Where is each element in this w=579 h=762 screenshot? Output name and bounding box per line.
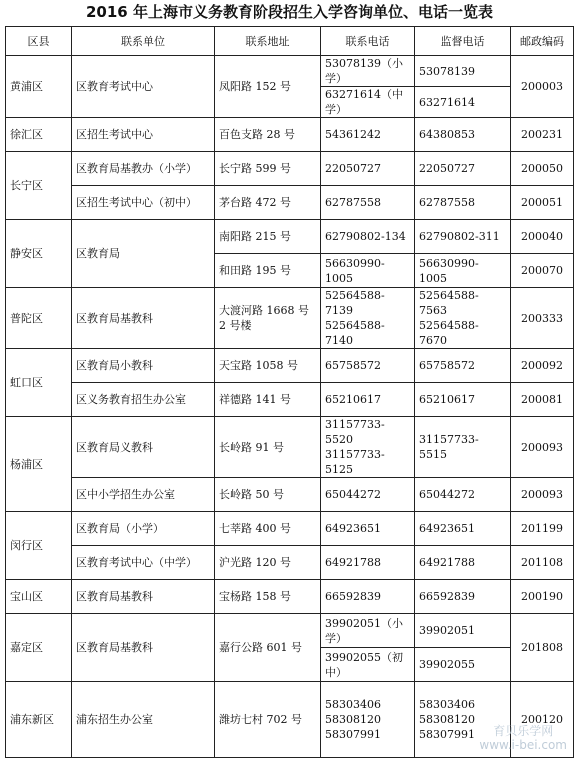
address-cell: 宝杨路 158 号	[215, 580, 321, 614]
supervision-phone-cell: 39902051	[415, 614, 511, 648]
supervision-phone-line: 52564588-7670	[419, 319, 479, 347]
address-line: 大渡河路 1668 号	[219, 304, 309, 317]
unit-cell: 区教育局基教科	[72, 614, 215, 682]
zip-cell: 201199	[511, 512, 574, 546]
phone-cell: 64923651	[321, 512, 415, 546]
unit-cell: 区义务教育招生办公室	[72, 383, 215, 417]
zip-cell: 200081	[511, 383, 574, 417]
address-cell: 和田路 195 号	[215, 254, 321, 288]
phone-line: 31157733-5520	[325, 418, 385, 446]
unit-cell: 区招生考试中心	[72, 118, 215, 152]
supervision-phone-cell	[415, 288, 511, 349]
phone-line: 52564588-7140	[325, 319, 385, 347]
header-zip: 邮政编码	[511, 27, 574, 56]
unit-cell: 区教育局	[72, 220, 215, 288]
address-cell: 南阳路 215 号	[215, 220, 321, 254]
unit-cell: 区教育局基教办（小学）	[72, 152, 215, 186]
zip-cell: 200070	[511, 254, 574, 288]
phone-cell: 62787558	[321, 186, 415, 220]
zip-cell: 201108	[511, 546, 574, 580]
address-cell: 七莘路 400 号	[215, 512, 321, 546]
table-row	[6, 186, 574, 220]
zip-cell: 200093	[511, 417, 574, 478]
unit-cell: 区教育局小教科	[72, 349, 215, 383]
supervision-phone-cell: 56630990-1005	[415, 254, 511, 288]
unit-cell: 区教育考试中心（中学）	[72, 546, 215, 580]
phone-cell: 65210617	[321, 383, 415, 417]
phone-line: 31157733-5125	[325, 448, 385, 476]
header-district: 区县	[6, 27, 72, 56]
zip-cell: 200051	[511, 186, 574, 220]
table-row	[6, 580, 574, 614]
zip-cell: 200231	[511, 118, 574, 152]
address-cell: 长岭路 91 号	[215, 417, 321, 478]
address-line: 2 号楼	[219, 319, 252, 332]
table-header-row	[6, 27, 574, 56]
phone-cell: 22050727	[321, 152, 415, 186]
address-cell: 百色支路 28 号	[215, 118, 321, 152]
header-supervision-phone: 监督电话	[415, 27, 511, 56]
address-cell: 嘉行公路 601 号	[215, 614, 321, 682]
district-cell: 宝山区	[6, 580, 72, 614]
table-row	[6, 349, 574, 383]
unit-cell: 区教育局（小学）	[72, 512, 215, 546]
zip-cell: 201808	[511, 614, 574, 682]
watermark-line: www.i-bei.com	[479, 738, 567, 752]
zip-cell: 200333	[511, 288, 574, 349]
phone-cell	[321, 682, 415, 758]
table-row	[6, 417, 574, 478]
phone-cell	[321, 288, 415, 349]
supervision-phone-cell: 65210617	[415, 383, 511, 417]
unit-cell: 区中小学招生办公室	[72, 478, 215, 512]
phone-cell: 64921788	[321, 546, 415, 580]
phone-line: 52564588-7139	[325, 289, 385, 317]
supervision-phone-cell: 53078139	[415, 56, 511, 87]
district-cell: 浦东新区	[6, 682, 72, 758]
table-row	[6, 288, 574, 349]
supervision-phone-cell: 66592839	[415, 580, 511, 614]
zip-cell: 200190	[511, 580, 574, 614]
table-row	[6, 220, 574, 254]
watermark	[479, 724, 567, 752]
supervision-phone-line: 58303406	[419, 698, 475, 711]
district-cell: 虹口区	[6, 349, 72, 417]
zip-cell: 200092	[511, 349, 574, 383]
zip-cell: 200050	[511, 152, 574, 186]
address-cell: 沪光路 120 号	[215, 546, 321, 580]
phone-cell: 65044272	[321, 478, 415, 512]
supervision-phone-cell: 65044272	[415, 478, 511, 512]
phone-line: 58307991	[325, 728, 381, 741]
address-cell: 祥德路 141 号	[215, 383, 321, 417]
enrollment-contact-table	[5, 26, 574, 758]
district-cell: 杨浦区	[6, 417, 72, 512]
address-cell: 凤阳路 152 号	[215, 56, 321, 118]
district-cell: 黄浦区	[6, 56, 72, 118]
supervision-phone-cell: 62790802-311	[415, 220, 511, 254]
supervision-phone-cell: 64923651	[415, 512, 511, 546]
supervision-phone-cell: 22050727	[415, 152, 511, 186]
unit-cell: 浦东招生办公室	[72, 682, 215, 758]
table-row	[6, 546, 574, 580]
zip-cell: 200093	[511, 478, 574, 512]
supervision-phone-cell: 62787558	[415, 186, 511, 220]
zip-cell: 200003	[511, 56, 574, 118]
supervision-phone-line: 58308120	[419, 713, 475, 726]
table-row	[6, 56, 574, 87]
address-cell	[215, 288, 321, 349]
supervision-phone-line: 52564588-7563	[419, 289, 479, 317]
supervision-phone-cell: 63271614	[415, 87, 511, 118]
supervision-phone-line: 58307991	[419, 728, 475, 741]
phone-cell: 53078139（小学）	[321, 56, 415, 87]
address-cell: 天宝路 1058 号	[215, 349, 321, 383]
table-row	[6, 118, 574, 152]
table-row	[6, 152, 574, 186]
supervision-phone-cell: 64921788	[415, 546, 511, 580]
district-cell: 徐汇区	[6, 118, 72, 152]
unit-cell: 区教育局义教科	[72, 417, 215, 478]
supervision-phone-cell: 65758572	[415, 349, 511, 383]
page-title: 2016 年上海市义务教育阶段招生入学咨询单位、电话一览表	[86, 3, 493, 21]
header-address: 联系地址	[215, 27, 321, 56]
district-cell: 普陀区	[6, 288, 72, 349]
address-cell: 茅台路 472 号	[215, 186, 321, 220]
phone-line: 58303406	[325, 698, 381, 711]
district-cell: 闵行区	[6, 512, 72, 580]
phone-cell: 56630990-1005	[321, 254, 415, 288]
unit-cell: 区教育局基教科	[72, 288, 215, 349]
district-cell: 长宁区	[6, 152, 72, 220]
unit-cell: 区招生考试中心（初中）	[72, 186, 215, 220]
phone-cell: 66592839	[321, 580, 415, 614]
phone-line: 58308120	[325, 713, 381, 726]
table-row	[6, 478, 574, 512]
address-cell: 长宁路 599 号	[215, 152, 321, 186]
phone-cell: 65758572	[321, 349, 415, 383]
address-cell: 潍坊七村 702 号	[215, 682, 321, 758]
phone-cell: 54361242	[321, 118, 415, 152]
phone-cell: 39902051（小学）	[321, 614, 415, 648]
zip-cell: 200120	[511, 682, 574, 758]
table-row	[6, 614, 574, 648]
unit-cell: 区教育考试中心	[72, 56, 215, 118]
header-phone: 联系电话	[321, 27, 415, 56]
address-cell: 长岭路 50 号	[215, 478, 321, 512]
header-unit: 联系单位	[72, 27, 215, 56]
phone-cell: 63271614（中学）	[321, 87, 415, 118]
phone-cell: 62790802-134	[321, 220, 415, 254]
district-cell: 静安区	[6, 220, 72, 288]
district-cell: 嘉定区	[6, 614, 72, 682]
table-row	[6, 383, 574, 417]
supervision-phone-cell: 31157733-5515	[415, 417, 511, 478]
supervision-phone-cell: 64380853	[415, 118, 511, 152]
zip-cell: 200040	[511, 220, 574, 254]
watermark-line: 育贝乐学网	[493, 724, 554, 738]
supervision-phone-cell: 39902055	[415, 648, 511, 682]
phone-cell: 39902055（初中）	[321, 648, 415, 682]
unit-cell: 区教育局基教科	[72, 580, 215, 614]
phone-cell	[321, 417, 415, 478]
table-row	[6, 512, 574, 546]
